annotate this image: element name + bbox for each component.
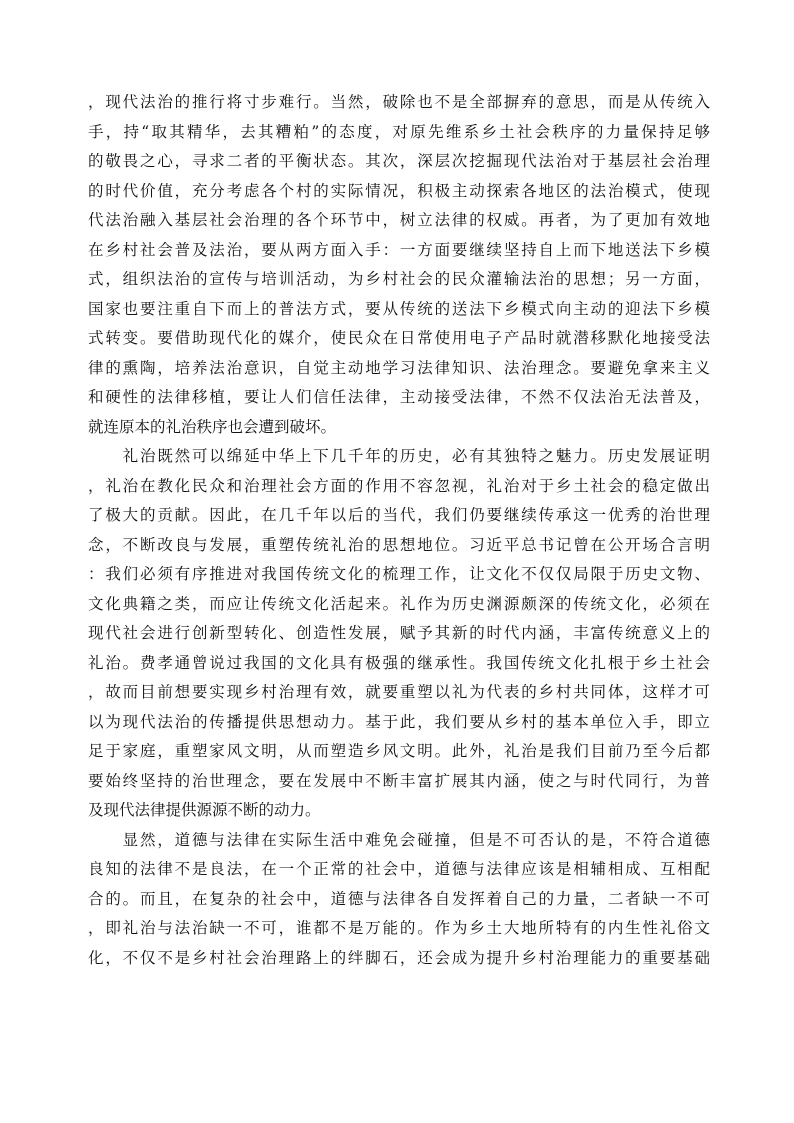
text-line: 了极大的贡献。因此，在几千年以后的当代，我们仍要继续传承这一优秀的治世理 bbox=[88, 506, 710, 524]
paragraph-3 bbox=[88, 826, 710, 974]
text-line: 显然，道德与法律在实际生活中难免会碰撞，但是不可否认的是，不符合道德 bbox=[88, 830, 710, 849]
text-line: 以为现代法治的传播提供思想动力。基于此，我们要从乡村的基本单位入手，即立 bbox=[88, 712, 710, 731]
text-line: ，即礼治与法治缺一不可，谁都不是万能的。作为乡土大地所特有的内生性礼俗文 bbox=[88, 919, 710, 937]
text-line: 化，不仅不是乡村社会治理路上的绊脚石，还会成为提升乡村治理能力的重要基础 bbox=[88, 948, 710, 967]
paragraph-1 bbox=[88, 88, 710, 442]
document-page bbox=[88, 88, 710, 973]
paragraph-2 bbox=[88, 442, 710, 826]
text-line: 要始终坚持的治世理念，要在发展中不断丰富扩展其内涵，使之与时代同行，为普 bbox=[88, 771, 710, 790]
text-line: 礼治既然可以绵延中华上下几千年的历史，必有其独特之魅力。历史发展证明 bbox=[88, 447, 710, 465]
text-line: ，礼治在教化民众和治理社会方面的作用不容忽视，礼治对于乡土社会的稳定做出 bbox=[88, 476, 710, 495]
text-line: 礼治。费孝通曾说过我国的文化具有极强的继承性。我国传统文化扎根于乡土社会 bbox=[88, 653, 710, 672]
text-line: 式，组织法治的宣传与培训活动，为乡村社会的民众灌输法治的思想；另一方面， bbox=[88, 270, 710, 288]
text-line: 的时代价值，充分考虑各个村的实际情况，积极主动探索各地区的法治模式，使现 bbox=[88, 181, 710, 200]
text-line: 代法治融入基层社会治理的各个环节中，树立法律的权威。再者，为了更加有效地 bbox=[88, 211, 710, 229]
text-line: 合的。而且，在复杂的社会中，道德与法律各自发挥着自己的力量，二者缺一不可 bbox=[88, 889, 710, 908]
text-line: 式转变。要借助现代化的媒介，使民众在日常使用电子产品时就潜移默化地接受法 bbox=[88, 329, 710, 347]
text-line: 现代社会进行创新型转化、创造性发展，赋予其新的时代内涵，丰富传统意义上的 bbox=[88, 624, 710, 642]
text-line: 手，持“取其精华，去其糟粕”的态度，对原先维系乡土社会秩序的力量保持足够 bbox=[88, 122, 710, 141]
text-line: 足于家庭，重塑家风文明，从而塑造乡风文明。此外，礼治是我们目前乃至今后都 bbox=[88, 742, 710, 760]
text-line: 念，不断改良与发展，重塑传统礼治的思想地位。习近平总书记曾在公开场合言明 bbox=[88, 535, 710, 554]
text-line: ，现代法治的推行将寸步难行。当然，破除也不是全部摒弃的意思，而是从传统入 bbox=[88, 93, 710, 111]
text-line: 国家也要注重自下而上的普法方式，要从传统的送法下乡模式向主动的迎法下乡模 bbox=[88, 299, 710, 318]
text-line: 在乡村社会普及法治，要从两方面入手：一方面要继续坚持自上而下地送法下乡模 bbox=[88, 240, 710, 259]
text-line: 的敬畏之心，寻求二者的平衡状态。其次，深层次挖掘现代法治对于基层社会治理 bbox=[88, 152, 710, 170]
text-line: 良知的法律不是良法，在一个正常的社会中，道德与法律应该是相辅相成、互相配 bbox=[88, 860, 710, 878]
text-line: 和硬性的法律移植，要让人们信任法律，主动接受法律，不然不仅法治无法普及， bbox=[88, 388, 710, 406]
text-line: 就连原本的礼治秩序也会遭到破坏。 bbox=[88, 417, 337, 436]
text-line: 律的熏陶，培养法治意识，自觉主动地学习法律知识、法治理念。要避免拿来主义 bbox=[88, 358, 710, 377]
text-line: ：我们必须有序推进对我国传统文化的梳理工作，让文化不仅仅局限于历史文物、 bbox=[88, 565, 710, 583]
text-line: 及现代法律提供源源不断的动力。 bbox=[88, 801, 321, 819]
text-line: 文化典籍之类，而应让传统文化活起来。礼作为历史渊源颇深的传统文化，必须在 bbox=[88, 594, 710, 613]
text-line: ，故而目前想要实现乡村治理有效，就要重塑以礼为代表的乡村共同体，这样才可 bbox=[88, 683, 710, 701]
